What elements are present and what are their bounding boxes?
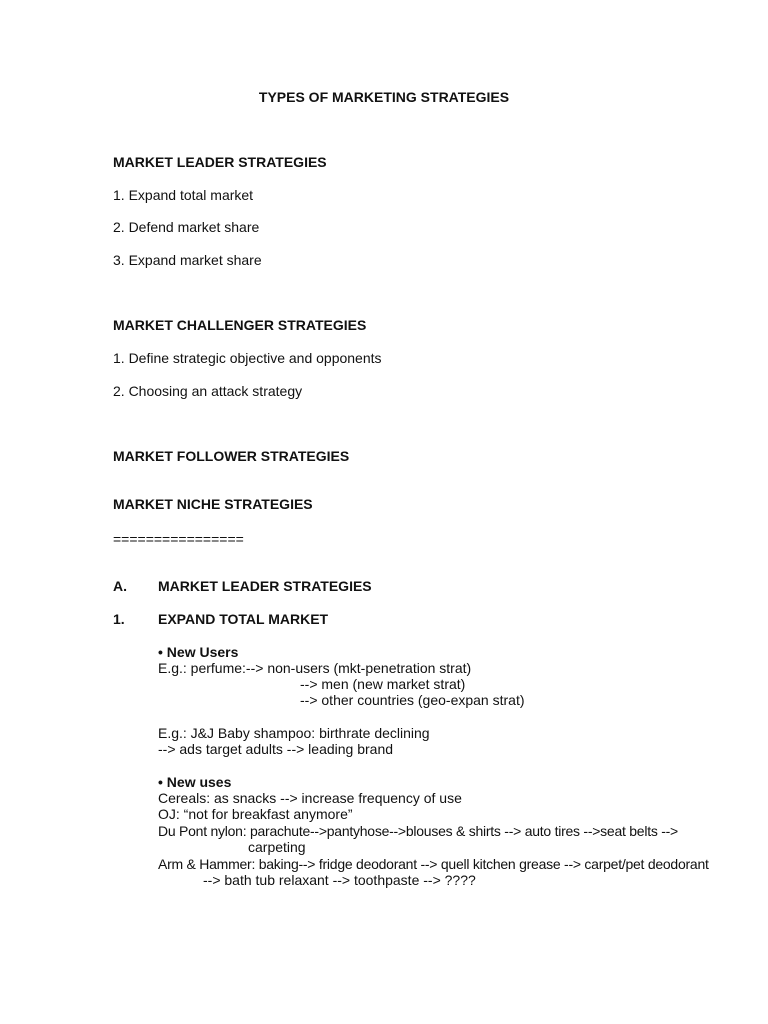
text-line: Arm & Hammer: baking--> fridge deodorant --> quell kitchen grease --> carpet/pet deodorant <box>158 856 709 872</box>
list-item: 1. Define strategic objective and opponents <box>113 350 382 366</box>
new-uses-heading: • New uses <box>158 774 232 790</box>
document-title: TYPES OF MARKETING STRATEGIES <box>258 89 510 105</box>
leader-heading: MARKET LEADER STRATEGIES <box>113 154 327 170</box>
new-users-heading: • New Users <box>158 644 239 660</box>
text-line: carpeting <box>248 839 306 855</box>
text-line: Cereals: as snacks --> increase frequency of use <box>158 790 462 806</box>
text-line: OJ: “not for breakfast anymore” <box>158 806 353 822</box>
list-item: 3. Expand market share <box>113 252 262 268</box>
challenger-heading: MARKET CHALLENGER STRATEGIES <box>113 317 367 333</box>
list-item: 2. Defend market share <box>113 219 260 235</box>
niche-heading: MARKET NICHE STRATEGIES <box>113 496 313 512</box>
text-line: --> men (new market strat) <box>300 676 466 692</box>
list-item: 1. Expand total market <box>113 187 254 203</box>
subsection-number: 1. <box>113 611 125 627</box>
list-item: 2. Choosing an attack strategy <box>113 383 303 399</box>
text-line: E.g.: perfume:--> non-users (mkt-penetration strat) <box>158 660 472 676</box>
section-heading: MARKET LEADER STRATEGIES <box>158 578 372 594</box>
follower-heading: MARKET FOLLOWER STRATEGIES <box>113 448 350 464</box>
text-line: --> other countries (geo-expan strat) <box>300 692 525 708</box>
divider: ================ <box>113 531 244 547</box>
text-line: --> bath tub relaxant --> toothpaste --> ???? <box>203 872 476 888</box>
text-line: Du Pont nylon: parachute-->pantyhose-->blouses & shirts --> auto tires -->seat belts --> <box>158 823 678 839</box>
text-line: --> ads target adults --> leading brand <box>158 741 394 757</box>
text-line: E.g.: J&J Baby shampoo: birthrate declining <box>158 725 430 741</box>
section-letter: A. <box>113 578 127 594</box>
subsection-heading: EXPAND TOTAL MARKET <box>158 611 329 627</box>
